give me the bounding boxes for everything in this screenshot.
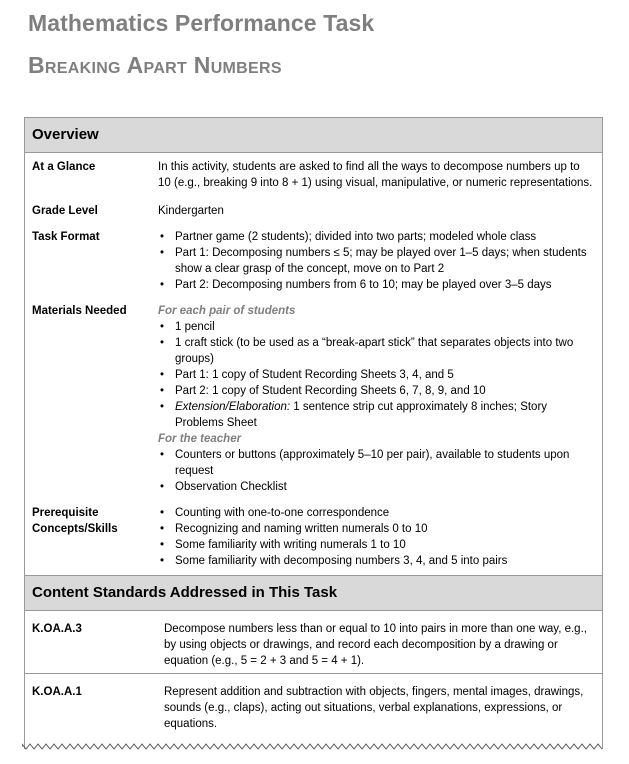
list-item: • Part 2: 1 copy of Student Recording Sheets 6, 7, 8, 9, and 10 [158,383,594,399]
pair-subheading: For each pair of students [158,305,296,317]
torn-edge [22,740,604,754]
materials-row [25,303,602,495]
standard-text: Represent addition and subtraction with objects, fingers, mental images, drawings, sounds (e.g., claps), acting out situations, verbal explanations, expressions, or equations. [164,686,584,730]
prerequisite-list [158,505,594,569]
standard-row [25,611,602,673]
list-item: • Partner game (2 students); divided into two parts; modeled whole class [158,229,594,245]
task-format-list [158,229,594,293]
grade-level-row [25,203,602,219]
prerequisite-label [32,505,152,537]
list-item: • Part 1: Decomposing numbers ≤ 5; may be played over 1–5 days; when students show a clear grasp of the concept, move on to Part 2 [158,245,594,277]
standard-code: K.OA.A.3 [32,623,82,635]
list-item [158,399,594,431]
task-format-label: Task Format [32,231,100,243]
list-item: • Some familiarity with decomposing numbers 3, 4, and 5 into pairs [158,553,594,569]
list-item: • 1 craft stick (to be used as a “break-apart stick” that separates objects into two groups) [158,335,594,367]
standard-row [25,673,602,732]
document-title: Mathematics Performance Task [28,10,375,36]
list-item: • Part 2: Decomposing numbers from 6 to 10; may be played over 3–5 days [158,277,594,293]
grade-level-text: Kindergarten [158,205,224,217]
standard-code: K.OA.A.1 [32,686,82,698]
at-a-glance-text: In this activity, students are asked to find all the ways to decompose numbers up to 10 (e.g., breaking 9 into 8 + 1) using visual, manipulative, or numeric representations. [158,161,593,189]
list-item: • Observation Checklist [158,479,594,495]
list-item: • Counters or buttons (approximately 5–10 per pair), available to students upon request [158,447,594,479]
list-item: • Part 1: 1 copy of Student Recording Sheets 3, 4, and 5 [158,367,594,383]
prerequisite-row [25,505,602,569]
extension-label: Extension/Elaboration: [175,401,291,413]
prerequisite-label-line1: Prerequisite [32,507,99,519]
overview-table [24,117,603,749]
list-item: • Recognizing and naming written numerals 0 to 10 [158,521,594,537]
list-item: • 1 pencil [158,319,594,335]
list-item: • Counting with one-to-one correspondence [158,505,594,521]
overview-heading: Overview [25,117,602,153]
task-format-row [25,229,602,293]
at-a-glance-row [25,159,602,191]
extension-text: 1 sentence strip cut approximately 8 inches; Story Problems Sheet [175,401,548,429]
standards-heading: Content Standards Addressed in This Task [25,575,602,611]
teacher-subheading: For the teacher [158,433,242,445]
prerequisite-label-line2: Concepts/Skills [32,523,118,535]
document-subtitle: Breaking Apart Numbers [28,52,282,78]
materials-label: Materials Needed [32,305,127,317]
at-a-glance-label: At a Glance [32,161,96,173]
teacher-materials-list [158,447,594,495]
pair-materials-list [158,319,594,431]
grade-level-label: Grade Level [32,205,98,217]
standard-text: Decompose numbers less than or equal to 10 into pairs in more than one way, e.g., by using objects or drawings, and record each decomposition by a drawing or equation (e.g., 5 = 2 + 3 and 5 = 4 + 1). [164,623,587,667]
list-item: • Some familiarity with writing numerals 1 to 10 [158,537,594,553]
